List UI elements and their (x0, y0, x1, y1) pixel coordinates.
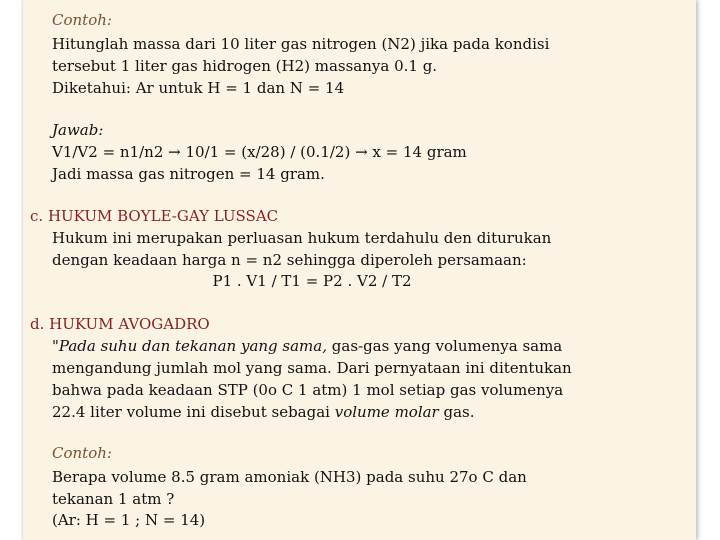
section-c-line-2: dengan keadaan harga n = n2 sehingga diperoleh persamaan: (52, 251, 527, 269)
section-d-last-italic: volume molar (334, 403, 439, 421)
example1-label: Contoh: (52, 11, 112, 29)
section-d-line-3: bahwa pada keadaan STP (0o C 1 atm) 1 mol setiap gas volumenya (52, 381, 564, 399)
section-d-title: HUKUM AVOGADRO (49, 315, 210, 333)
answer1-line-2: Jadi massa gas nitrogen = 14 gram. (52, 165, 325, 183)
section-d-heading (30, 314, 210, 336)
section-c-title: HUKUM BOYLE-GAY LUSSAC (47, 207, 279, 225)
section-d-line-2: mengandung jumlah mol yang sama. Dari pernyataan ini ditentukan (52, 359, 572, 377)
answer1-line-1: V1/V2 = n1/n2 → 10/1 = (x/28) / (0.1/2) → x = 14 gram (52, 143, 467, 161)
example2-label: Contoh: (52, 444, 112, 462)
section-d-last-end: gas. (438, 403, 475, 421)
answer1-label: Jawab: (52, 121, 104, 139)
section-c-equation-wrap (52, 271, 572, 293)
section-d-marker: d. (30, 315, 45, 333)
example1-line-1: Hitunglah massa dari 10 liter gas nitrogen (N2) jika pada kondisi (52, 35, 550, 53)
example2-line-1: Berapa volume 8.5 gram amoniak (NH3) pada suhu 27o C dan (52, 468, 527, 486)
example1-line-2: tersebut 1 liter gas hidrogen (H2) massanya 0.1 g. (52, 57, 438, 75)
section-c-marker: c. (30, 207, 44, 225)
section-c-heading (30, 206, 278, 228)
section-c-equation: P1 . V1 / T1 = P2 . V2 / T2 (212, 272, 412, 290)
section-d-quote-rest: gas-gas yang volumenya sama (327, 337, 563, 355)
section-d-last-start: 22.4 liter volume ini disebut sebagai (52, 403, 335, 421)
example2-line-2: tekanan 1 atm ? (52, 490, 175, 508)
example1-line-3: Diketahui: Ar untuk H = 1 dan N = 14 (52, 79, 345, 97)
section-d-line-1 (52, 336, 562, 358)
example2-line-3: (Ar: H = 1 ; N = 14) (52, 511, 206, 529)
section-d-quote-italic: "Pada suhu dan tekanan yang sama, (52, 337, 327, 355)
section-c-line-1: Hukum ini merupakan perluasan hukum terdahulu den diturukan (52, 229, 552, 247)
section-d-line-4 (52, 402, 475, 424)
